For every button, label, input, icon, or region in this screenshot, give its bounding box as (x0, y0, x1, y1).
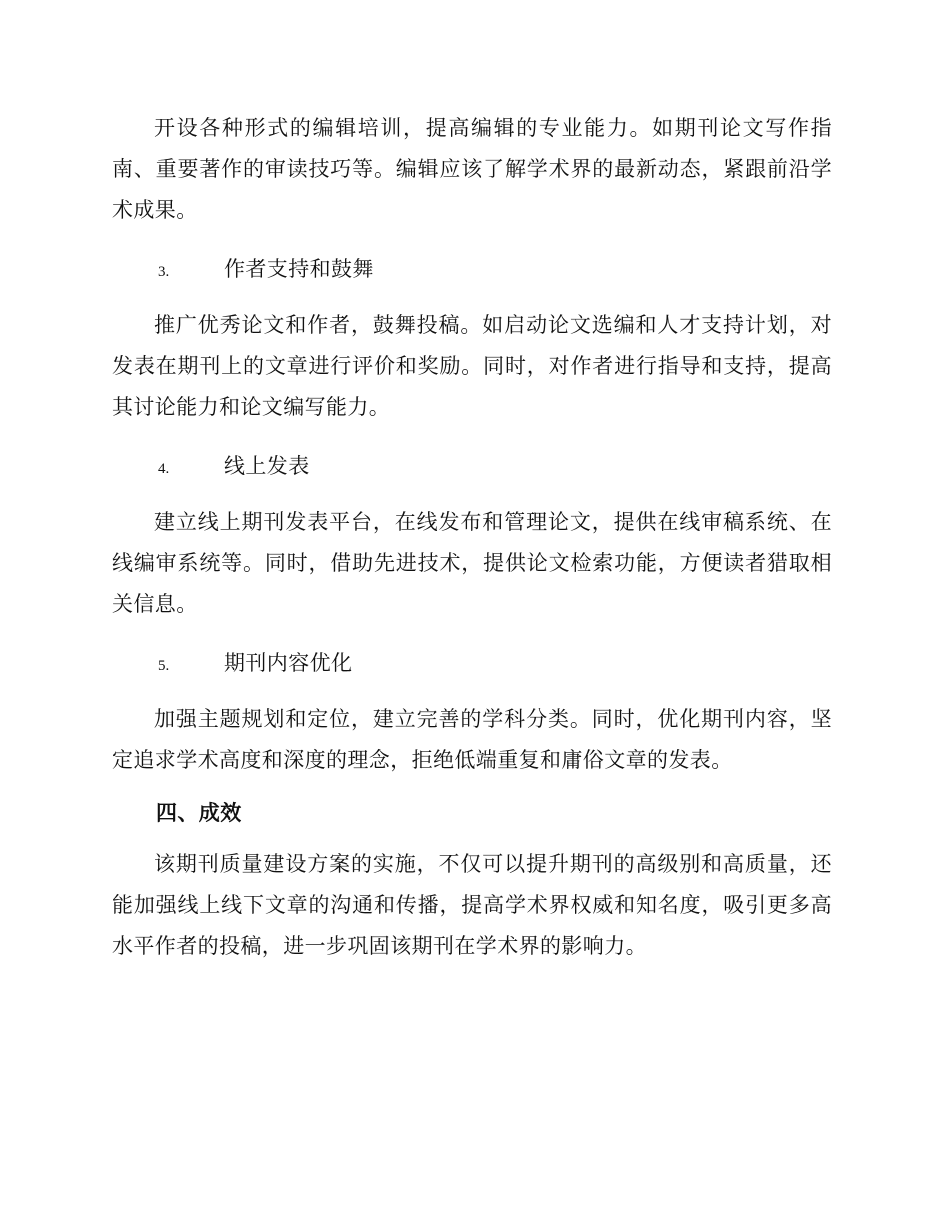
list-item-title: 期刊内容优化 (224, 651, 353, 675)
list-item-paragraph: 加强主题规划和定位，建立完善的学科分类。同时，优化期刊内容，坚定追求学术高度和深度的理念，拒绝低端重复和庸俗文章的发表。 (112, 707, 832, 772)
intro-paragraph: 开设各种形式的编辑培训，提高编辑的专业能力。如期刊论文写作指南、重要著作的审读技巧等。编辑应该了解学术界的最新动态，紧跟前沿学术成果。 (112, 116, 832, 222)
list-item-heading-4 (112, 450, 832, 491)
list-item-paragraph: 推广优秀论文和作者，鼓舞投稿。如启动论文选编和人才支持计划，对发表在期刊上的文章进行评价和奖励。同时，对作者进行指导和支持，提高其讨论能力和论文编写能力。 (112, 313, 832, 419)
section-paragraph: 该期刊质量建设方案的实施，不仅可以提升期刊的高级别和高质量，还能加强线上线下文章的沟通和传播，提高学术界权威和知名度，吸引更多高水平作者的投稿，进一步巩固该期刊在学术界的影响力。 (112, 852, 832, 958)
list-item-heading-3 (112, 253, 832, 294)
list-item-number: 5. (158, 658, 170, 674)
document-body (112, 108, 832, 967)
list-item-title: 作者支持和鼓舞 (224, 257, 374, 281)
list-item-title: 线上发表 (224, 454, 310, 478)
list-item-number: 4. (158, 461, 170, 477)
section-heading: 四、成效 (156, 801, 242, 825)
list-item-number: 3. (158, 264, 170, 280)
list-item-paragraph: 建立线上期刊发表平台，在线发布和管理论文，提供在线审稿系统、在线编审系统等。同时，借助先进技术，提供论文检索功能，方便读者猎取相关信息。 (112, 510, 832, 616)
list-item-heading-5 (112, 647, 832, 688)
